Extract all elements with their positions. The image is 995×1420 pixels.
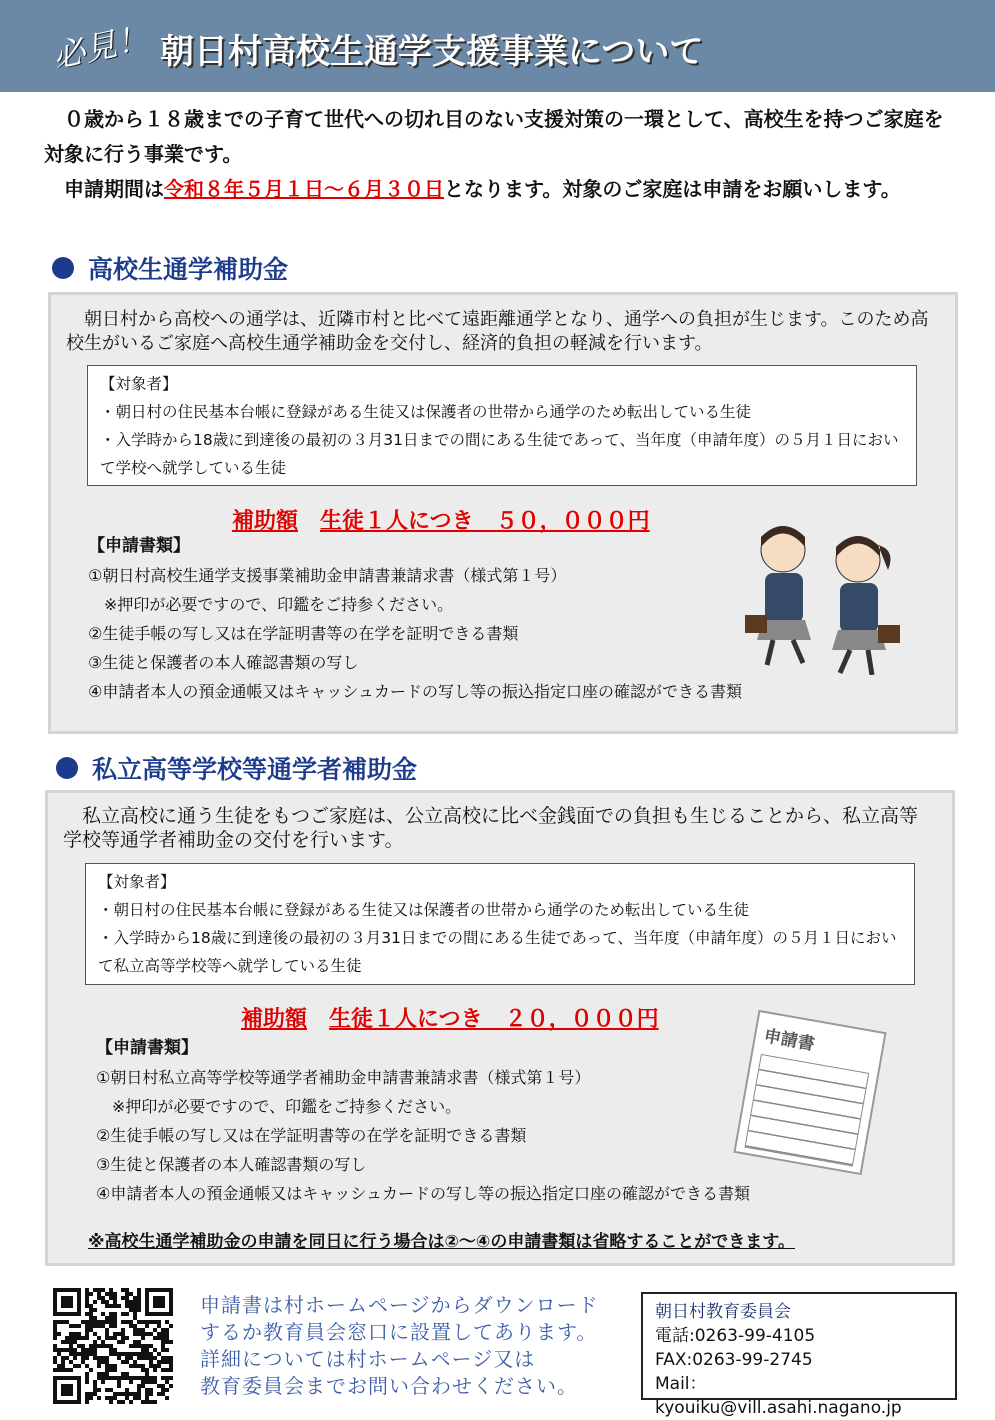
fax: FAX:0263-99-2745 bbox=[655, 1350, 813, 1370]
omission-note: ※高校生通学補助金の申請を同日に行う場合は②～④の申請書類は省略することができます。 bbox=[88, 1232, 795, 1252]
section2-heading: 私立高等学校等通学者補助金 bbox=[56, 750, 417, 786]
intro bbox=[44, 102, 954, 207]
section1-amount: 補助額 生徒１人につき ５０，０００円 bbox=[232, 509, 650, 534]
must-see-label: 必見！ bbox=[49, 18, 152, 76]
section2-lead: 私立高校に通う生徒をもつご家庭は、公立高校に比べ金銭面での負担も生じることから、私立高等学校等通学者補助金の交付を行います。 bbox=[63, 805, 919, 851]
intro-text: ０歳から１８歳までの子育て世代への切れ目のない支援対策の一環として、高校生を持つご家庭を対象に行う事業です。 bbox=[44, 107, 944, 166]
bullet-icon bbox=[52, 257, 74, 279]
section1-target: 【対象者】 ・朝日村の住民基本台帳に登録がある生徒又は保護者の世帯から通学のため転出している生徒 ・入学時から18歳に到達後の最初の３月31日までの間にある生徒であって、当年度（申請年度）の５月１日において学校へ就学している生徒 bbox=[87, 365, 917, 486]
page-title: 朝日村高校生通学支援事業について bbox=[160, 32, 704, 72]
students-illustration bbox=[735, 515, 905, 675]
application-period: 令和８年５月１日～６月３０日 bbox=[164, 177, 444, 201]
section1-docs: 【申請書類】 ①朝日村高校生通学支援事業補助金申請書兼請求書（様式第１号） ※押印が必要ですので、印鑑をご持参ください。 ②生徒手帳の写し又は在学証明書等の在学を証明できる書類 ③生徒と保護者の本人確認書類の写し ④申請者本人の預金通帳又はキャッシュカードの写し等の振込指定口座の確認ができる書類 bbox=[88, 536, 743, 701]
email[interactable]: Mail：kyouiku@vill.asahi.nagano.jp bbox=[655, 1374, 902, 1418]
download-info: 申請書は村ホームページからダウンロード するか教育員会窓口に設置してあります。 詳細については村ホームページ又は 教育委員会までお問い合わせください。 bbox=[200, 1293, 599, 1398]
application-form-illustration: 申請書 bbox=[733, 1010, 886, 1175]
section2-amount: 補助額 生徒１人につき ２０，０００円 bbox=[241, 1007, 659, 1032]
section2-target: 【対象者】 ・朝日村の住民基本台帳に登録がある生徒又は保護者の世帯から通学のため転出している生徒 ・入学時から18歳に到達後の最初の３月31日までの間にある生徒であって、当年度（申請年度）の５月１日において私立高等学校等へ就学している生徒 bbox=[85, 863, 915, 985]
contact-box: 朝日村教育委員会 電話:0263-99-4105 FAX:0263-99-2745 Mail：kyouiku@vill.asahi.nagano.jp bbox=[641, 1292, 957, 1400]
phone: 電話:0263-99-4105 bbox=[655, 1326, 816, 1346]
section1-heading: 高校生通学補助金 bbox=[52, 250, 288, 286]
bullet-icon bbox=[56, 757, 78, 779]
qr-code[interactable] bbox=[53, 1288, 175, 1406]
period-text: 申請期間は令和８年５月１日～６月３０日となります。対象のご家庭は申請をお願いします。 bbox=[44, 177, 901, 201]
section1-lead: 朝日村から高校への通学は、近隣市村と比べて遠距離通学となり、通学への負担が生じます。このため高校生がいるご家庭へ高校生通学補助金を交付し、経済的負担の軽減を行います。 bbox=[66, 309, 929, 354]
section2-docs: 【申請書類】 ①朝日村私立高等学校等通学者補助金申請書兼請求書（様式第１号） ※押印が必要ですので、印鑑をご持参ください。 ②生徒手帳の写し又は在学証明書等の在学を証明できる書類 ③生徒と保護者の本人確認書類の写し ④申請者本人の預金通帳又はキャッシュカードの写し等の振込指定口座の確認ができる書類 bbox=[96, 1038, 751, 1203]
